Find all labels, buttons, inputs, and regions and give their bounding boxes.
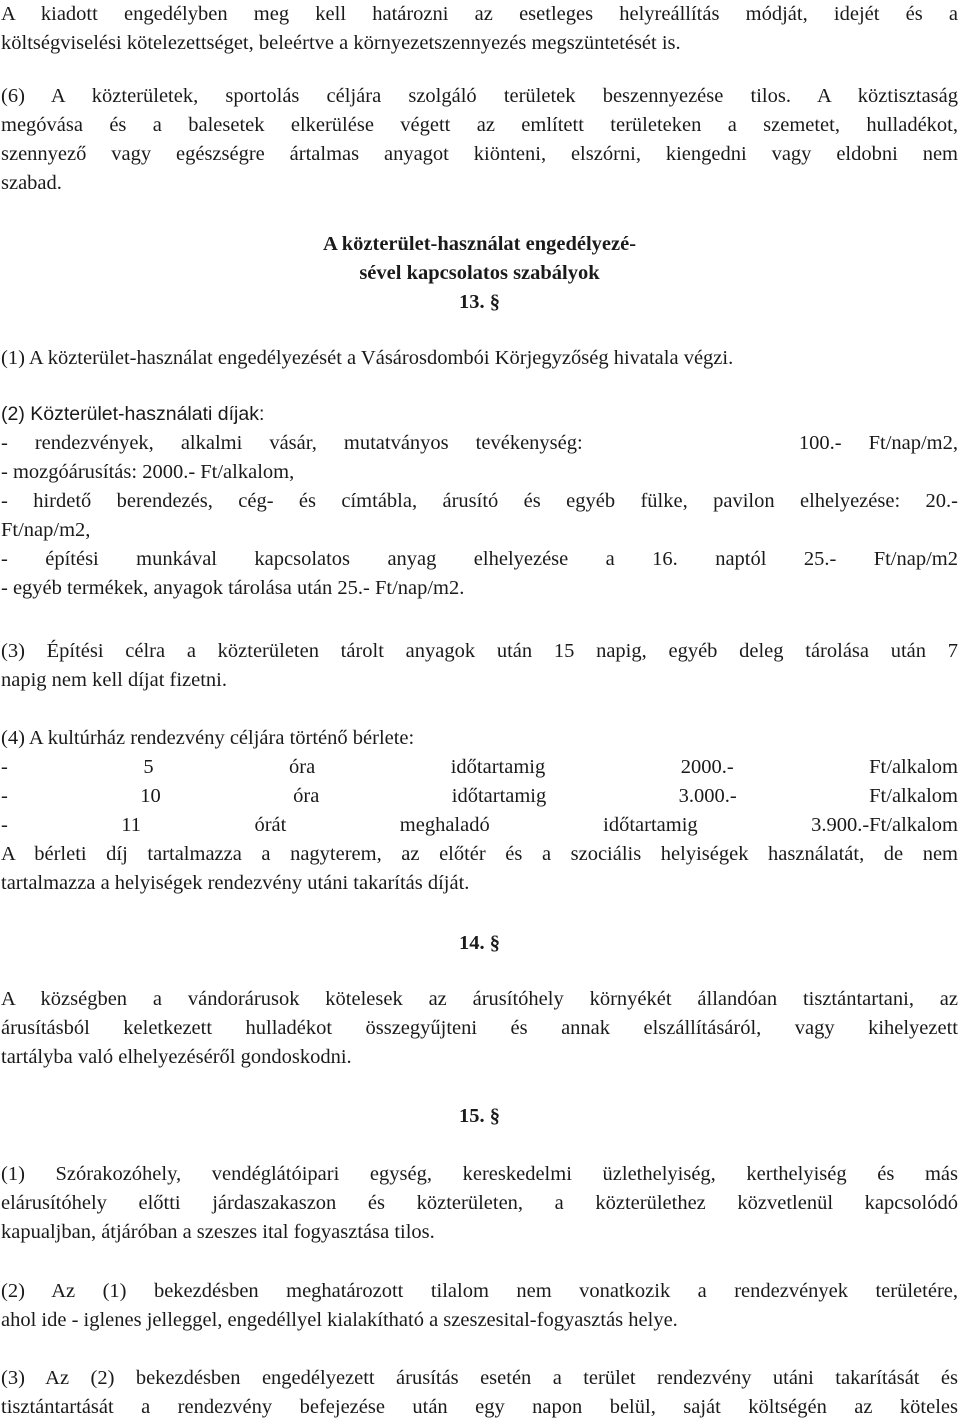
text-line: (3) Az (2) bekezdésben engedélyezett árusítás esetén a terület rendezvény utáni takarítását és (1, 1367, 958, 1389)
fee-line: Ft/nap/m2, (1, 519, 91, 541)
paragraph-intro (1, 0, 958, 58)
text-line: kapualjban, átjáróban a szeszes ital fogyasztása tilos. (1, 1221, 435, 1243)
text-line: (3) Építési célra a közterületen tárolt anyagok után 15 napig, egyéb deleg tárolása után 7 (1, 640, 958, 662)
text-line: (2) Az (1) bekezdésben meghatározott tilalom nem vonatkozik a rendezvények területére, (1, 1280, 958, 1302)
text-line: (1) A közterület-használat engedélyezését a Vásárosdombói Körjegyzőség hivatala végzi. (1, 347, 734, 369)
text-line: tartályba való elhelyezéséről gondoskodni. (1, 1046, 352, 1068)
section-13-paragraph-3 (1, 637, 958, 695)
text-line: napig nem kell díjat fizetni. (1, 669, 228, 691)
rental-line: - 10 óra időtartamig 3.000.- Ft/alkalom (1, 785, 958, 807)
fee-line: - rendezvények, alkalmi vásár, mutatványos tevékenység: 100.- Ft/nap/m2, (1, 432, 959, 454)
fees-title: (2) Közterület-használati díjak: (1, 403, 265, 425)
section-13-paragraph-1 (1, 344, 958, 373)
fees-list (1, 400, 958, 603)
section-15-title: 15. § (459, 1105, 500, 1127)
section-15-paragraph-1 (1, 1160, 958, 1247)
section-14-paragraph (1, 985, 958, 1072)
text-line: elárusítóhely előtti járdaszakaszon és közterületen, a közterülethez közvetlenül kapcsolódó (1, 1192, 958, 1214)
rental-fees (1, 724, 958, 898)
rental-line: - 11 órát meghaladó időtartamig 3.900.-Ft/alkalom (1, 814, 958, 836)
fee-line: - mozgóárusítás: 2000.- Ft/alkalom, (1, 461, 295, 483)
text-line: A községben a vándorárusok kötelesek az árusítóhely környékét állandóan tisztántartani, az (1, 988, 958, 1010)
text-line: szennyező vagy egészségre ártalmas anyagot kiönteni, elszórni, kiengedni vagy eldobni nem (1, 143, 958, 165)
fee-line: - hirdető berendezés, cég- és címtábla, árusító és egyéb fülke, pavilon elhelyezése: 20.- (1, 490, 958, 512)
text-line: tartalmazza a helyiségek rendezvény utáni takarítás díját. (1, 872, 470, 894)
text-line: árusításból keletkezett hulladékot összegyűjteni és annak elszállításáról, vagy kihelyezett (1, 1017, 958, 1039)
text-line: szabad. (1, 172, 62, 194)
section-14-title: 14. § (459, 932, 500, 954)
text-line: A bérleti díj tartalmazza a nagyterem, az előtér és a szociális helyiségek használatát, de nem (1, 843, 958, 865)
text-line: (6) A közterületek, sportolás céljára szolgáló területek beszennyezése tilos. A köztisztaság (1, 85, 958, 107)
fee-line: - egyéb termékek, anyagok tárolása után 25.- Ft/nap/m2. (1, 577, 465, 599)
heading-line: sével kapcsolatos szabályok (359, 262, 600, 284)
text-line: költségviselési kötelezettséget, beleértve a környezetszennyezés megszüntetését is. (1, 32, 681, 54)
rental-line: - 5 óra időtartamig 2000.- Ft/alkalom (1, 756, 958, 778)
section-heading (1, 230, 958, 317)
text-line: (1) Szórakozóhely, vendéglátóipari egység, kereskedelmi üzlethelyiség, kerthelyiség és más (1, 1163, 958, 1185)
fee-line: - építési munkával kapcsolatos anyag elhelyezése a 16. naptól 25.- Ft/nap/m2 (1, 548, 958, 570)
paragraph-6 (1, 82, 958, 198)
section-15-paragraph-3 (1, 1364, 958, 1422)
section-13-title: 13. § (459, 291, 500, 313)
text-line: A kiadott engedélyben meg kell határozni az esetleges helyreállítás módját, idejét és a (1, 3, 958, 25)
section-15-paragraph-2 (1, 1277, 958, 1335)
text-line: ahol ide - iglenes jelleggel, engedéllyel kialakítható a szeszesital-fogyasztás helye. (1, 1309, 678, 1331)
rental-title: (4) A kultúrház rendezvény céljára történő bérlete: (1, 727, 415, 749)
heading-line: A közterület-használat engedélyezé- (322, 233, 637, 255)
text-line: tisztántartását a rendezvény befejezése után egy napon belül, saját költségén az köteles (1, 1396, 958, 1418)
text-line: megóvása és a balesetek elkerülése végett az említett területeken a szemetet, hulladékot, (1, 114, 958, 136)
